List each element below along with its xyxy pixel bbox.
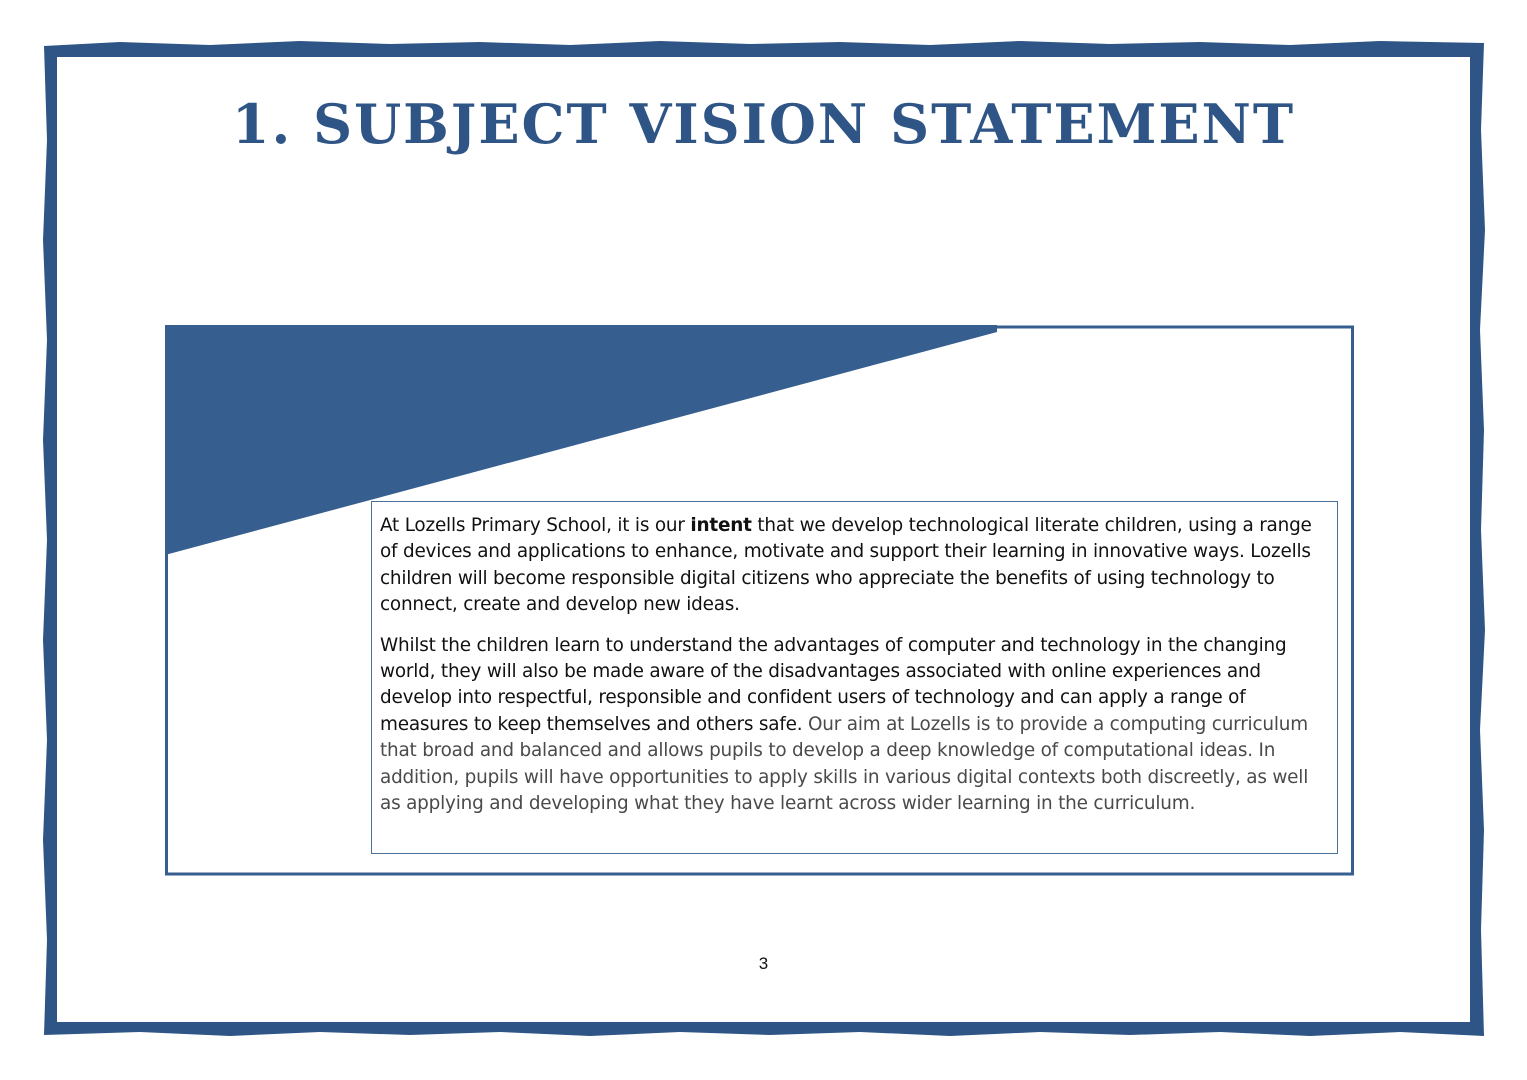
page-number: 3 [758,954,769,973]
vision-p2-aim-text: Our aim at Lozells is to provide a computing curriculum that broad and balanced and allows pupils to develop a deep knowledge of computational ideas. In addition, pupils will have opportunities to apply skills in various digital contexts both discreetly, as well as applying and developing what they have learnt across wider learning in the curriculum. [380,713,1309,815]
intent-keyword: intent [690,515,752,536]
vision-paragraph-2 [380,633,1329,818]
vision-statement-box [371,501,1338,854]
page-title: 1. SUBJECT VISION STATEMENT [231,92,1296,156]
vision-p2-text: Whilst the children learn to understand the advantages of computer and technology in the changing world, they will also be made aware of the disadvantages associated with online experiences and develop into respectful, responsible and confident users of technology and can apply a range of measures to keep themselves and others safe. [380,634,1287,735]
vision-paragraph-1 [380,513,1329,619]
vision-p1-text-end: that we develop technological literate children, using a range of devices and applications to enhance, motivate and support their learning in innovative ways. Lozells children will become responsible digital citizens who appreciate the benefits of using technology to connect, create and develop new ideas. [380,515,1312,616]
vision-p1-text-start: At Lozells Primary School, it is our [380,515,691,536]
